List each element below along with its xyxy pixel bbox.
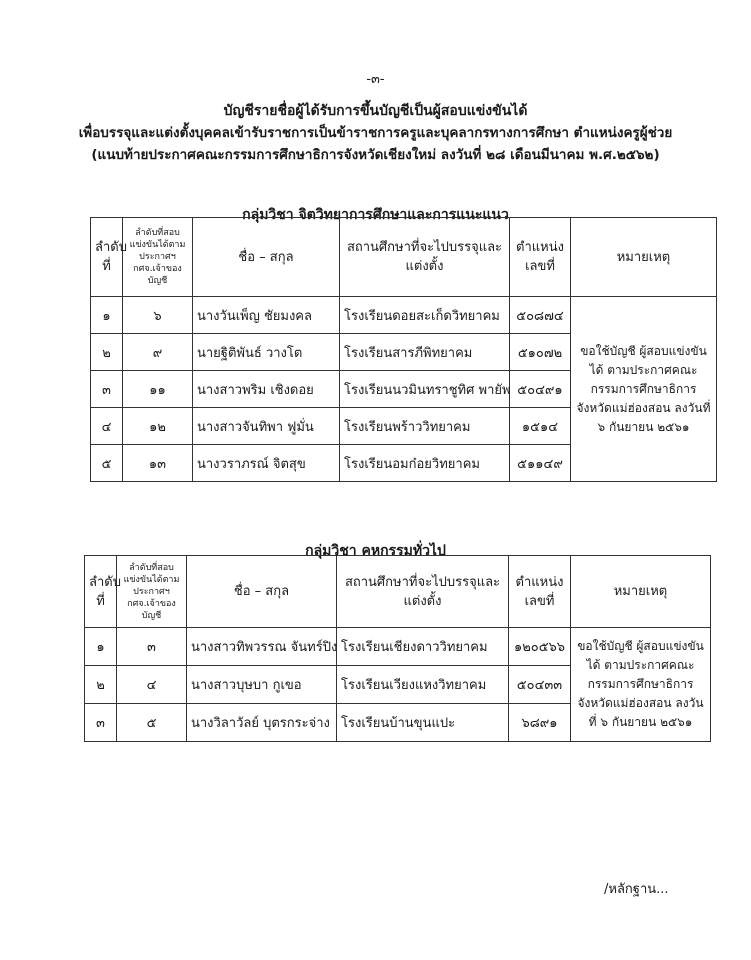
doc-reference: (แนบท้ายประกาศคณะกรรมการศึกษาธิการจังหวัดเชียงใหม่ ลงวันที่ ๒๘ เดือนมีนาคม พ.ศ.๒๕๖๒) [91, 147, 660, 163]
col-school: สถานศึกษาที่จะไปบรรจุและแต่งตั้ง [337, 556, 509, 628]
cell-position: ๑๕๑๔ [510, 408, 571, 445]
cell-order: ๓ [85, 704, 117, 742]
col-order: ลำดับที่ [91, 218, 123, 297]
cell-name: นางสาวพริม เชิงดอย [193, 371, 340, 408]
doc-subtitle: เพื่อบรรจุและแต่งตั้งบุคคลเข้ารับราชการเป็นข้าราชการครูและบุคลากรทางการศึกษา ตำแหน่งครูผู้ช่วย [78, 125, 673, 141]
cell-position: ๕๑๑๔๙ [510, 445, 571, 482]
cell-position: ๑๒๐๕๖๖ [509, 628, 571, 666]
table-row [85, 628, 711, 666]
page-number: -๓- [366, 72, 385, 87]
cell-order: ๒ [85, 666, 117, 704]
cell-rank: ๕ [117, 704, 187, 742]
col-order: ลำดับที่ [85, 556, 117, 628]
cell-school: โรงเรียนเชียงดาววิทยาคม [337, 628, 509, 666]
continuation-note: /หลักฐาน... [604, 882, 669, 897]
cell-name: นางสาวจันทิพา ฟูมั่น [193, 408, 340, 445]
cell-school: โรงเรียนพร้าววิทยาคม [340, 408, 510, 445]
cell-remark: ขอใช้บัญชี ผู้สอบแข่งขันได้ ตามประกาศคณะกรรมการศึกษาธิการจังหวัดแม่ฮ่องสอน ลงวันที่ ๖ กันยายน ๒๕๖๑ [571, 628, 711, 742]
col-position: ตำแหน่งเลขที่ [509, 556, 571, 628]
col-exam-rank: ลำดับที่สอบแข่งขันได้ตามประกาศฯ กศจ.เจ้าของบัญชี [123, 218, 193, 297]
group1-table [90, 217, 717, 482]
group2-table [84, 555, 711, 742]
cell-order: ๒ [91, 334, 123, 371]
cell-order: ๓ [91, 371, 123, 408]
col-name: ชื่อ – สกุล [187, 556, 337, 628]
cell-rank: ๖ [123, 297, 193, 334]
group1-title: กลุ่มวิชา จิตวิทยาการศึกษาและการแนะแนว [242, 207, 509, 223]
cell-name: นางวิลาวัลย์ บุตรกระจ่าง [187, 704, 337, 742]
cell-position: ๖๘๙๑ [509, 704, 571, 742]
cell-name: นางสาวทิพวรรณ จันทร์ปิง [187, 628, 337, 666]
col-position: ตำแหน่งเลขที่ [510, 218, 571, 297]
col-name: ชื่อ – สกุล [193, 218, 340, 297]
col-remark: หมายเหตุ [571, 556, 711, 628]
group2-title: กลุ่มวิชา คหกรรมทั่วไป [305, 543, 446, 559]
col-school: สถานศึกษาที่จะไปบรรจุและแต่งตั้ง [340, 218, 510, 297]
cell-name: นางวราภรณ์ จิตสุข [193, 445, 340, 482]
cell-order: ๑ [85, 628, 117, 666]
cell-school: โรงเรียนบ้านขุนแปะ [337, 704, 509, 742]
cell-position: ๕๐๔๓๓ [509, 666, 571, 704]
cell-order: ๑ [91, 297, 123, 334]
cell-rank: ๙ [123, 334, 193, 371]
cell-position: ๕๐๔๙๑ [510, 371, 571, 408]
cell-name: นางวันเพ็ญ ชัยมงคล [193, 297, 340, 334]
cell-school: โรงเรียนเวียงแหงวิทยาคม [337, 666, 509, 704]
cell-position: ๕๐๘๗๔ [510, 297, 571, 334]
cell-school: โรงเรียนอมก๋อยวิทยาคม [340, 445, 510, 482]
cell-rank: ๑๑ [123, 371, 193, 408]
cell-school: โรงเรียนนวมินทราชูทิศ พายัพ [340, 371, 510, 408]
cell-rank: ๔ [117, 666, 187, 704]
cell-rank: ๓ [117, 628, 187, 666]
col-remark: หมายเหตุ [571, 218, 717, 297]
table-row [91, 297, 717, 334]
doc-title: บัญชีรายชื่อผู้ได้รับการขึ้นบัญชีเป็นผู้สอบแข่งขันได้ [223, 103, 528, 119]
cell-order: ๕ [91, 445, 123, 482]
cell-rank: ๑๒ [123, 408, 193, 445]
cell-remark: ขอใช้บัญชี ผู้สอบแข่งขันได้ ตามประกาศคณะกรรมการศึกษาธิการจังหวัดแม่ฮ่องสอน ลงวันที่ ๖ กันยายน ๒๕๖๑ [571, 297, 717, 482]
cell-school: โรงเรียนสารภีพิทยาคม [340, 334, 510, 371]
cell-position: ๕๑๐๗๒ [510, 334, 571, 371]
cell-rank: ๑๓ [123, 445, 193, 482]
col-exam-rank: ลำดับที่สอบแข่งขันได้ตามประกาศฯ กศจ.เจ้าของบัญชี [117, 556, 187, 628]
cell-order: ๔ [91, 408, 123, 445]
cell-name: นายฐิติพันธ์ วางโต [193, 334, 340, 371]
cell-school: โรงเรียนดอยสะเก็ดวิทยาคม [340, 297, 510, 334]
cell-name: นางสาวบุษบา กูเขอ [187, 666, 337, 704]
